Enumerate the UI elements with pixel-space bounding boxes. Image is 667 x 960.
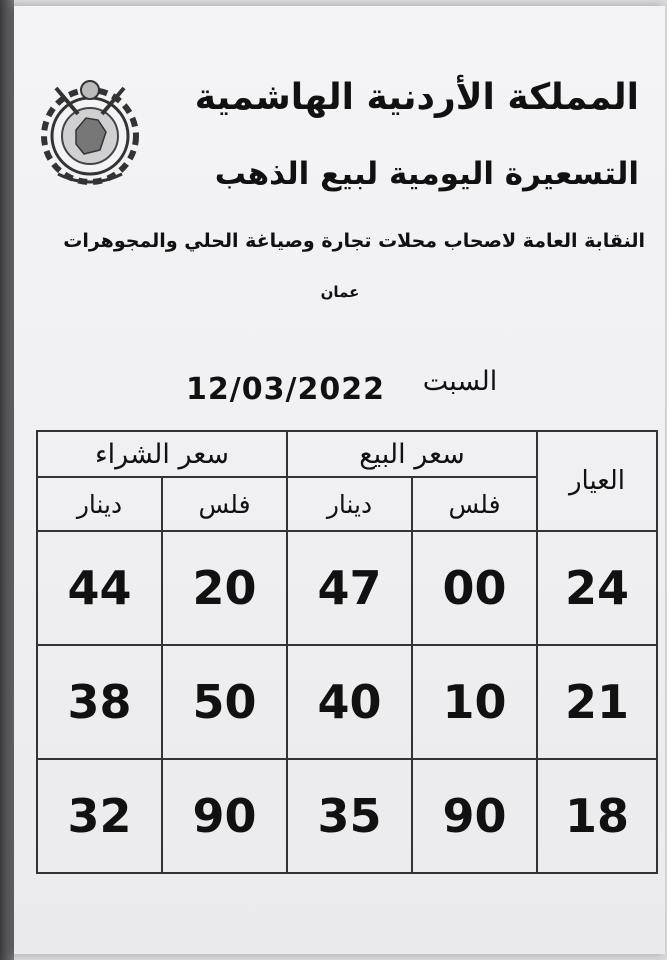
gold-price-table [36, 430, 658, 874]
buy-dinar-cell: 32 [37, 759, 162, 873]
sell-dinar-cell: 40 [287, 645, 412, 759]
table-row [37, 759, 657, 873]
sell-price-header: سعر البيع [287, 431, 537, 477]
sell-fils-cell: 00 [412, 531, 537, 645]
buy-fils-cell: 20 [162, 531, 287, 645]
day-name: السبت [422, 366, 498, 397]
buy-price-header: سعر الشراء [37, 431, 287, 477]
sell-dinar-cell: 47 [287, 531, 412, 645]
union-emblem-gear-icon [26, 70, 154, 198]
background-edge [0, 0, 14, 960]
sell-dinar-header: دينار [287, 477, 412, 531]
page-title: المملكة الأردنية الهاشمية [194, 77, 639, 118]
city-name: عمان [320, 283, 360, 301]
buy-dinar-cell: 38 [37, 645, 162, 759]
buy-fils-cell: 90 [162, 759, 287, 873]
karat-column-header: العيار [537, 431, 657, 531]
buy-dinar-cell: 44 [37, 531, 162, 645]
karat-cell: 18 [537, 759, 657, 873]
sell-fils-cell: 10 [412, 645, 537, 759]
buy-fils-header: فلس [162, 477, 287, 531]
table-row [37, 645, 657, 759]
karat-cell: 24 [537, 531, 657, 645]
sell-dinar-cell: 35 [287, 759, 412, 873]
sell-fils-cell: 90 [412, 759, 537, 873]
sell-fils-header: فلس [412, 477, 537, 531]
organization-name: النقابة العامة لاصحاب محلات تجارة وصياغة الحلي والمجوهرات [63, 230, 645, 252]
buy-dinar-header: دينار [37, 477, 162, 531]
buy-fils-cell: 50 [162, 645, 287, 759]
karat-cell: 21 [537, 645, 657, 759]
page-subtitle: التسعيرة اليومية لبيع الذهب [214, 156, 639, 192]
date-value: 12/03/2022 [186, 372, 385, 407]
table-row [37, 531, 657, 645]
